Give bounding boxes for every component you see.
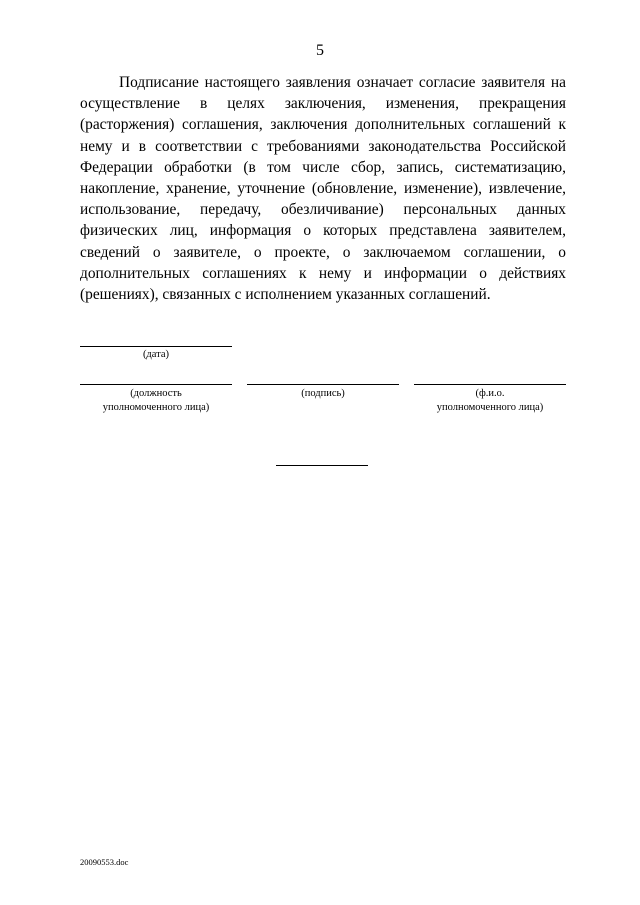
consent-paragraph: Подписание настоящего заявления означает согласие заявителя на осуществление в целях заключения, изменения, прекращения (расторжения) соглашения, заключения дополнительных соглашений к нему и в соответствии с требованиями законодательства Российской Федерации обработки (в том числе сбор, запись, систематизацию, накопление, хранение, уточнение (обновление, изменение), извлечение, использование, передачу, обезличивание) персональных данных физических лиц, информация о которых представлена заявителем, сведений о заявителе, о проекте, о заключаемом соглашении, о дополнительных соглашениях к нему и информации о действиях (решениях), связанных с исполнением указанных соглашений. [80, 74, 566, 304]
name-caption-line1: (ф.и.о. [475, 388, 505, 399]
signature-line [247, 384, 399, 385]
position-caption [80, 387, 232, 415]
name-line [414, 384, 566, 385]
signature-caption: (подпись) [301, 388, 345, 399]
position-line [80, 384, 232, 385]
end-separator-line [276, 465, 368, 466]
name-caption-line2: уполномоченного лица) [436, 402, 544, 413]
date-line [80, 346, 232, 347]
name-caption [414, 387, 566, 415]
document-reference: 20090553.doc [80, 857, 129, 867]
position-caption-line1: (должность [130, 388, 182, 399]
position-caption-line2: уполномоченного лица) [102, 402, 210, 413]
date-caption: (дата) [142, 349, 170, 360]
page-number: 5 [316, 42, 324, 59]
